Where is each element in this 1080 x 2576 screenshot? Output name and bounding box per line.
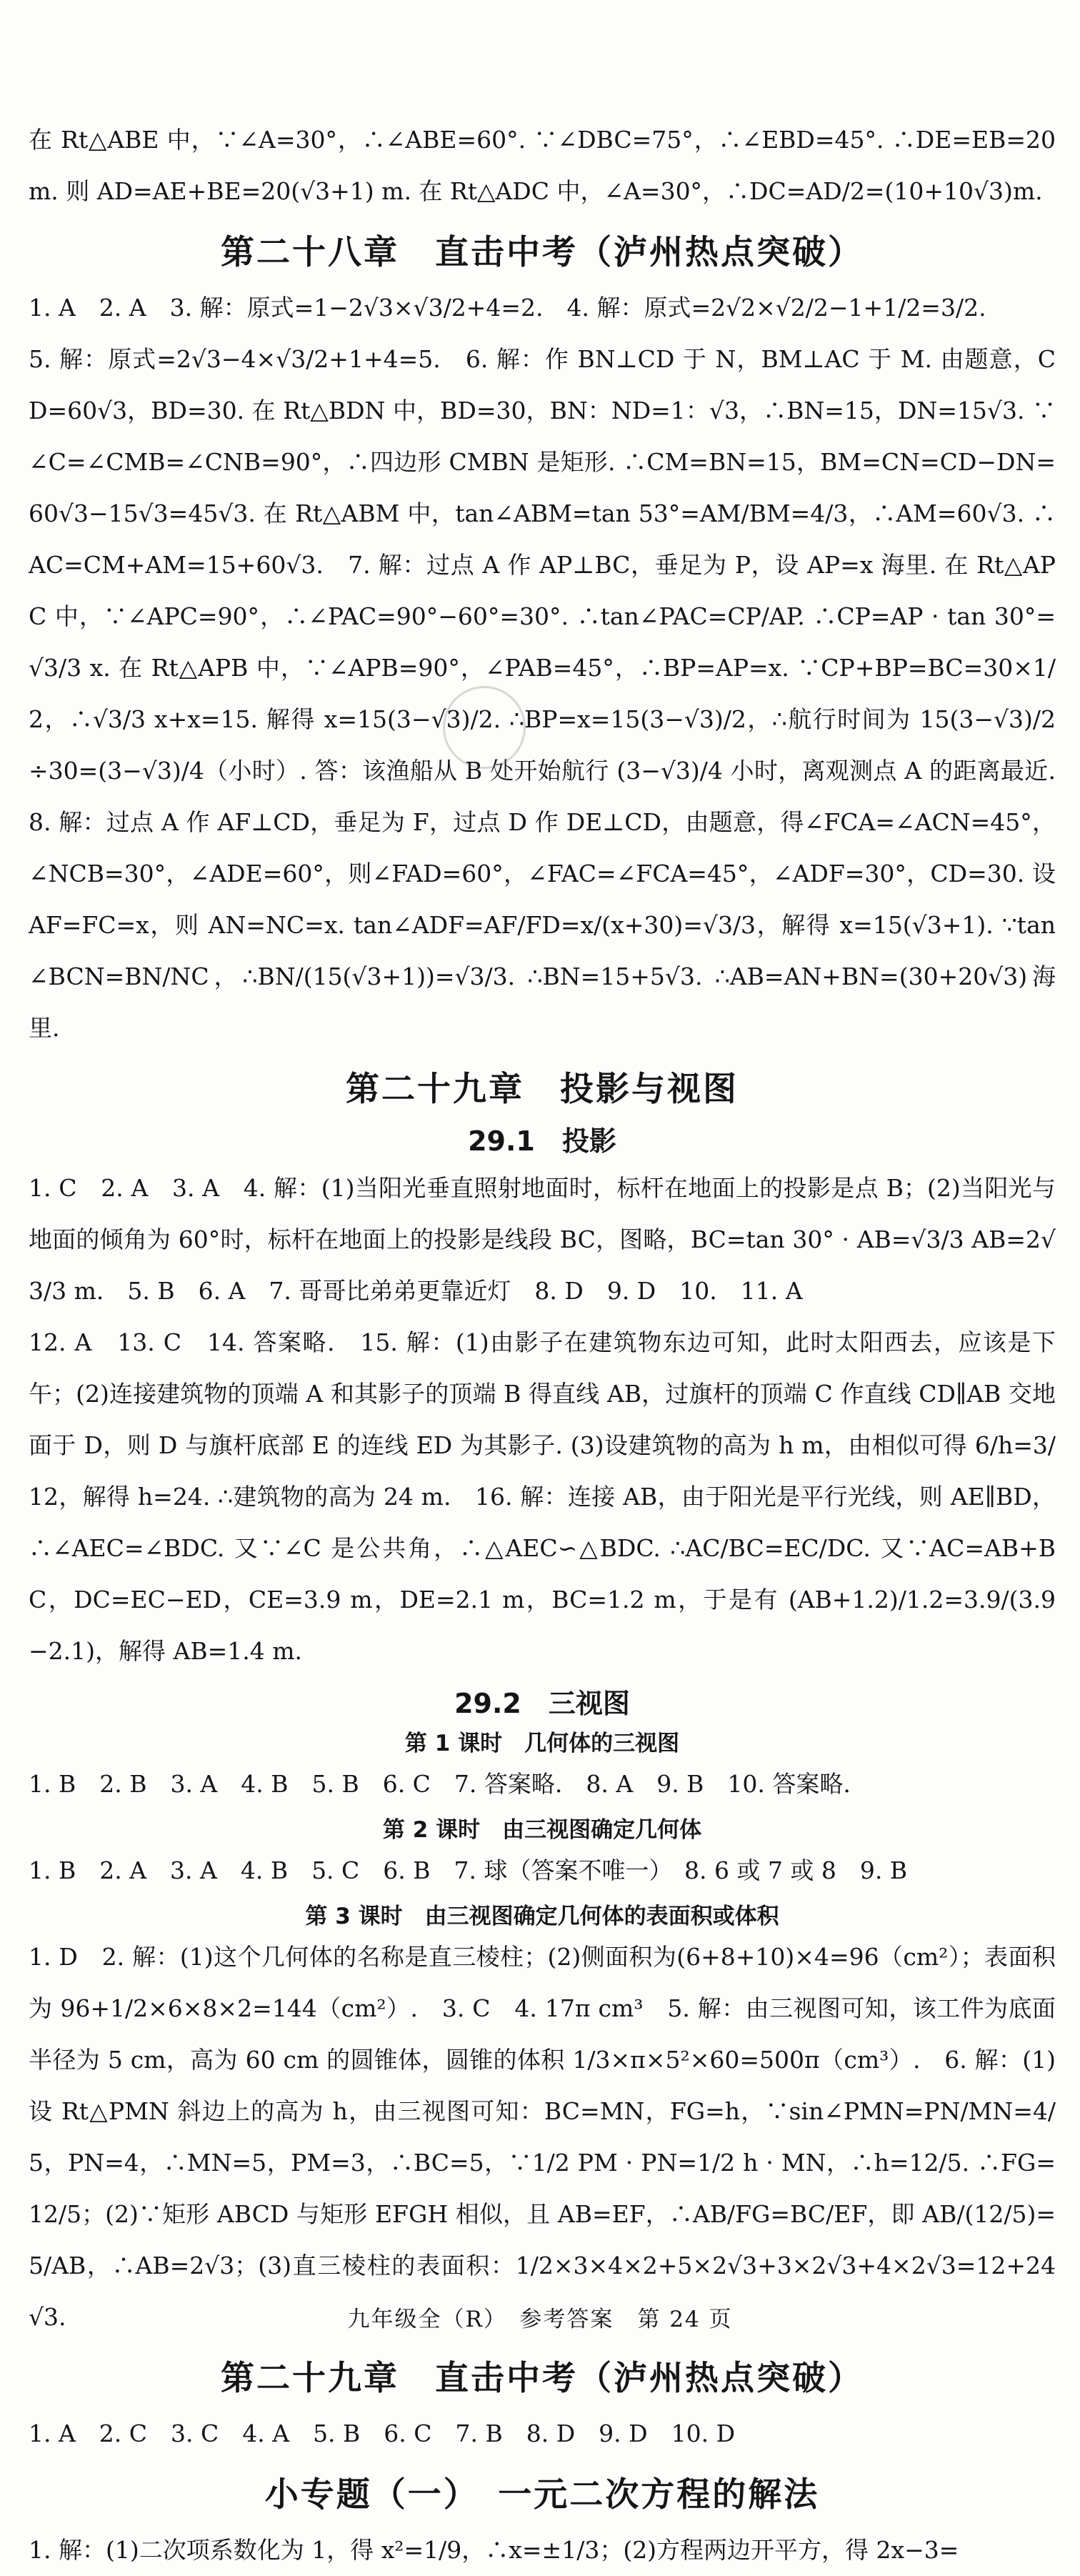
section-heading: 第二十九章 投影与视图 bbox=[346, 1070, 739, 1109]
section-heading: 29.2 三视图 bbox=[454, 1688, 630, 1719]
answer-paragraph: 1. C 2. A 3. A 4. 解：(1)当阳光垂直照射地面时，标杆在地面上的投影是点 B；(2)当阳光与地面的倾角为 60°时，标杆在地面上的投影是线段 BC，图略，BC=tan 30° · AB=√3/3 AB=2√3/3 m. 5. B 6. A 7. 哥哥比弟弟更靠近灯 8. D 9. D 10. 11. A bbox=[29, 1174, 1056, 1305]
page-footer: 九年级全（R） 参考答案 第 24 页 bbox=[347, 2307, 733, 2332]
section-heading: 第二十八章 直击中考（泸州热点突破） bbox=[221, 233, 864, 272]
section-heading: 第二十九章 直击中考（泸州热点突破） bbox=[221, 2359, 864, 2398]
answer-paragraph: 1. B 2. A 3. A 4. B 5. C 6. B 7. 球（答案不唯一） 8. 6 或 7 或 8 9. B bbox=[29, 1856, 908, 1884]
answer-paragraph: 12. A 13. C 14. 答案略. 15. 解：(1)由影子在建筑物东边可知，此时太阳西去，应该是下午；(2)连接建筑物的顶端 A 和其影子的顶端 B 得直线 AB，过旗杆的顶端 C 作直线 CD∥AB 交地面于 D，则 D 与旗杆底部 E 的连线 ED 为其影子. (3)设建筑物的高为 h m，由相似可得 6/h=3/12，解得 h=24. ∴建筑物的高为 24 m. 16. 解：连接 AB，由于阳光是平行光线，则 AE∥BD，∴∠AEC=∠BDC. 又∵∠C 是公共角，∴△AEC∽△BDC. ∴AC/BC=EC/DC. 又∵AC=AB+BC，DC=EC−ED，CE=3.9 m，DE=2.1 m，BC=1.2 m，于是有 (AB+1.2)/1.2=3.9/(3.9−2.1)，解得 AB=1.4 m. bbox=[29, 1328, 1056, 1665]
page-content bbox=[29, 114, 1079, 2576]
answer-paragraph: 1. A 2. A 3. 解：原式=1−2√3×√3/2+4=2. 4. 解：原式=2√2×√2/2−1+1/2=3/2. bbox=[29, 294, 986, 322]
answer-paragraph: 1. 解：(1)二次项系数化为 1，得 x²=1/9，∴x=±1/3；(2)方程两边开平方，得 2x−3= bbox=[29, 2536, 959, 2564]
section-heading: 小专题（一） 一元二次方程的解法 bbox=[264, 2475, 820, 2515]
answer-paragraph: 1. A 2. C 3. C 4. A 5. B 6. C 7. B 8. D 9. D 10. D bbox=[29, 2420, 736, 2447]
answer-paragraph: 1. B 2. B 3. A 4. B 5. B 6. C 7. 答案略. 8. A 9. B 10. 答案略. bbox=[29, 1770, 851, 1798]
section-heading: 第 3 课时 由三视图确定几何体的表面积或体积 bbox=[305, 1904, 779, 1929]
section-heading: 第 1 课时 几何体的三视图 bbox=[404, 1731, 680, 1756]
watermark-stamp bbox=[443, 686, 526, 769]
answer-paragraph: 5. 解：原式=2√3−4×√3/2+1+4=5. 6. 解：作 BN⊥CD 于 N，BM⊥AC 于 M. 由题意，CD=60√3，BD=30. 在 Rt△BDN 中，BD=30，BN：ND=1：√3，∴BN=15，DN=15√3. ∵∠C=∠CMB=∠CNB=90°，∴四边形 CMBN 是矩形. ∴CM=BN=15，BM=CN=CD−DN=60√3−15√3=45√3. 在 Rt△ABM 中，tan∠ABM=tan 53°=AM/BM=4/3，∴AM=60√3. ∴AC=CM+AM=15+60√3. 7. 解：过点 A 作 AP⊥BC，垂足为 P，设 AP=x 海里. 在 Rt△APC 中，∵∠APC=90°，∴∠PAC=90°−60°=30°. ∴tan∠PAC=CP/AP. ∴CP=AP · tan 30°=√3/3 x. 在 Rt△APB 中，∵∠APB=90°，∠PAB=45°，∴BP=AP=x. ∵CP+BP=BC=30×1/2，∴√3/3 x+x=15. 解得 x=15(3−√3)/2. ∴BP=x=15(3−√3)/2，∴航行时间为 15(3−√3)/2 ÷30=(3−√3)/4（小时）. 答：该渔船从 B 处开始航行 (3−√3)/4 小时，离观测点 A 的距离最近. 8. 解：过点 A 作 AF⊥CD，垂足为 F，过点 D 作 DE⊥CD，由题意，得∠FCA=∠ACN=45°，∠NCB=30°，∠ADE=60°，则∠FAD=60°，∠FAC=∠FCA=45°，∠ADF=30°，CD=30. 设 AF=FC=x，则 AN=NC=x. tan∠ADF=AF/FD=x/(x+30)=√3/3，解得 x=15(√3+1). ∵tan∠BCN=BN/NC，∴BN/(15(√3+1))=√3/3. ∴BN=15+5√3. ∴AB=AN+BN=(30+20√3)海里. bbox=[29, 345, 1079, 1042]
answer-paragraph: 1. D 2. 解：(1)这个几何体的名称是直三棱柱；(2)侧面积为(6+8+10)×4=96（cm²）；表面积为 96+1/2×6×8×2=144（cm²）. 3. C 4. 17π cm³ 5. 解：由三视图可知，该工件为底面半径为 5 cm，高为 60 cm 的圆锥体，圆锥的体积 1/3×π×5²×60=500π（cm³）. 6. 解：(1)设 Rt△PMN 斜边上的高为 h，由三视图可知：BC=MN，FG=h，∵sin∠PMN=PN/MN=4/5，PN=4，∴MN=5，PM=3，∴BC=5，∵1/2 PM · PN=1/2 h · MN，∴h=12/5. ∴FG=12/5；(2)∵矩形 ABCD 与矩形 EFGH 相似，且 AB=EF，∴AB/FG=BC/EF，即 AB/(12/5)=5/AB，∴AB=2√3；(3)直三棱柱的表面积：1/2×3×4×2+5×2√3+3×2√3+4×2√3=12+24√3. bbox=[29, 1943, 1056, 2331]
section-heading: 29.1 投影 bbox=[468, 1125, 616, 1157]
answer-paragraph: 在 Rt△ABE 中，∵∠A=30°，∴∠ABE=60°. ∵∠DBC=75°，∴∠EBD=45°. ∴DE=EB=20 m. 则 AD=AE+BE=20(√3+1) m. 在 Rt△ADC 中，∠A=30°，∴DC=AD/2=(10+10√3)m. bbox=[29, 126, 1056, 205]
section-heading: 第 2 课时 由三视图确定几何体 bbox=[382, 1817, 702, 1843]
